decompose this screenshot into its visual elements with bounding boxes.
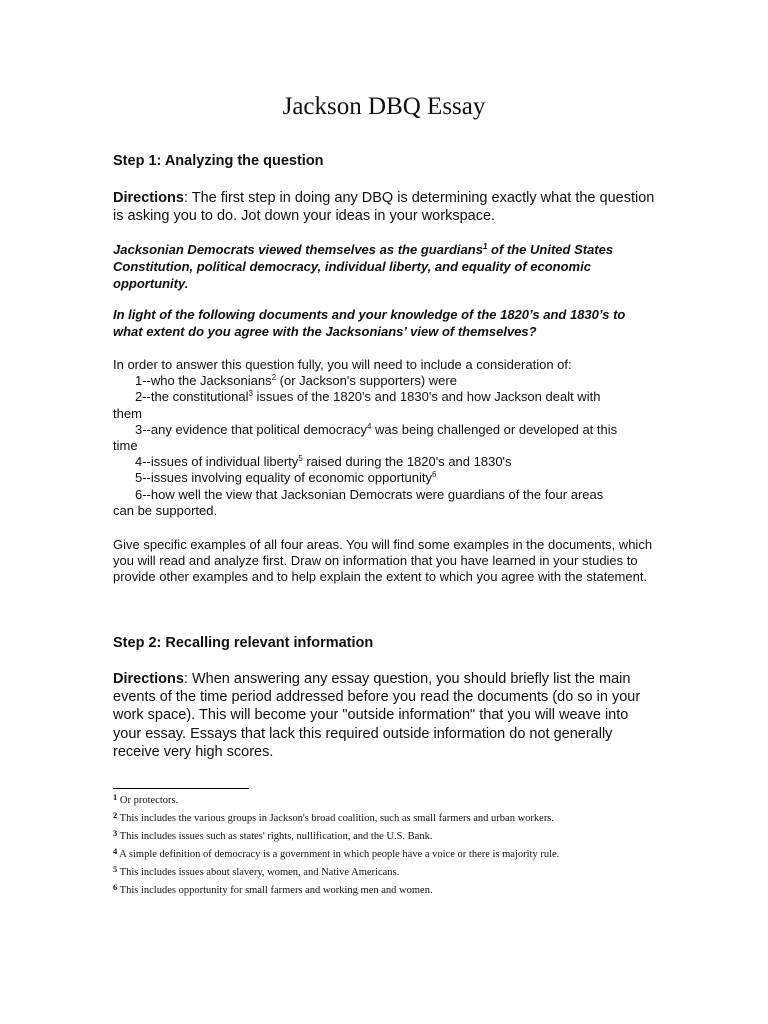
item-text: 2--the constitutional bbox=[135, 389, 249, 405]
examples-paragraph: Give specific examples of all four areas. You will find some examples in the documents, which you will read and analyze first. Draw on information that you have learned in your studies to provide other examples and to help explain the extent to which you agree with the statement. bbox=[113, 537, 653, 585]
footnote-text: This includes opportunity for small farmers and working men and women. bbox=[117, 885, 433, 896]
step1-directions bbox=[113, 189, 658, 225]
item-text: 5--issues involving equality of economic opportunity bbox=[135, 470, 432, 486]
item-text: 3--any evidence that political democracy bbox=[135, 421, 367, 437]
directions-label: Directions bbox=[113, 190, 184, 206]
footnote-number: 3 bbox=[113, 828, 118, 838]
list-item bbox=[113, 454, 658, 470]
footnote-divider bbox=[113, 788, 249, 789]
footnote bbox=[113, 812, 713, 825]
footnote-ref-5: 5 bbox=[298, 454, 303, 464]
footnote bbox=[113, 848, 713, 861]
list-item: 6--how well the view that Jacksonian Democrats were guardians of the four areas bbox=[135, 486, 604, 502]
jacksonian-statement bbox=[113, 241, 658, 292]
footnote bbox=[113, 794, 713, 807]
item-text: 4--issues of individual liberty bbox=[135, 454, 299, 470]
footnote-number: 2 bbox=[113, 810, 118, 820]
statement-part1: Jacksonian Democrats viewed themselves as the guardians bbox=[113, 242, 483, 257]
footnote-ref-4: 4 bbox=[366, 421, 372, 431]
list-item bbox=[113, 422, 658, 438]
item-text: (or Jackson's supporters) were bbox=[276, 373, 457, 389]
item-text: raised during the 1820's and 1830's bbox=[302, 454, 512, 470]
list-item bbox=[113, 470, 658, 486]
step2-heading: Step 2: Recalling relevant information bbox=[113, 635, 374, 651]
footnote bbox=[113, 866, 713, 879]
list-item bbox=[113, 373, 658, 389]
list-item-continuation: time bbox=[113, 438, 138, 454]
footnote-ref-6: 6 bbox=[432, 470, 437, 480]
step2-directions bbox=[113, 670, 658, 761]
footnote-ref-3: 3 bbox=[248, 389, 253, 399]
footnote-text: Or protectors. bbox=[117, 795, 179, 806]
page-title: Jackson DBQ Essay bbox=[282, 93, 486, 120]
footnote-number: 5 bbox=[113, 864, 118, 874]
list-item-continuation: can be supported. bbox=[113, 502, 218, 518]
directions-text: : The first step in doing any DBQ is determining exactly what the question is asking you to do. Jot down your ideas in your workspace. bbox=[113, 190, 655, 225]
footnote-text: This includes issues about slavery, women, and Native Americans. bbox=[117, 867, 400, 878]
list-item bbox=[113, 389, 658, 405]
footnote-text: This includes the various groups in Jackson's broad coalition, such as small farmers and urban workers. bbox=[117, 813, 555, 824]
step1-heading: Step 1: Analyzing the question bbox=[113, 153, 324, 169]
footnote-text: This includes issues such as states' rights, nullification, and the U.S. Bank. bbox=[117, 831, 433, 842]
item-text: was being challenged or developed at this bbox=[371, 421, 618, 437]
statement-part2: of the United States Constitution, political democracy, individual liberty, and equality of economic opportunity. bbox=[113, 242, 614, 291]
list-item-continuation: them bbox=[113, 405, 142, 421]
footnote-number: 6 bbox=[113, 882, 118, 892]
footnote-ref-2: 2 bbox=[271, 373, 277, 383]
footnote bbox=[113, 830, 713, 843]
footnote-number: 4 bbox=[113, 846, 118, 856]
list-intro: In order to answer this question fully, you will need to include a consideration of: bbox=[113, 357, 572, 372]
footnote bbox=[113, 884, 713, 897]
directions-text: : When answering any essay question, you should briefly list the main events of the time period addressed before you read the documents (do so in your work space). This will become your "outside information" that you will weave into your essay. Essays that lack this required outside information do not generally receive very high scores. bbox=[113, 671, 641, 760]
item-text: issues of the 1820's and 1830's and how Jackson dealt with bbox=[252, 389, 601, 405]
consideration-list bbox=[113, 357, 658, 519]
footnote-ref-1: 1 bbox=[482, 242, 488, 251]
footnote-number: 1 bbox=[113, 792, 118, 802]
footnote-text: A simple definition of democracy is a government in which people have a voice or there is majority rule. bbox=[117, 849, 560, 860]
directions-label: Directions bbox=[113, 671, 184, 687]
item-text: 1--who the Jacksonians bbox=[135, 373, 272, 389]
essay-question: In light of the following documents and your knowledge of the 1820’s and 1830’s to what extent do you agree with the Jacksonians’ view of themselves? bbox=[113, 307, 626, 339]
